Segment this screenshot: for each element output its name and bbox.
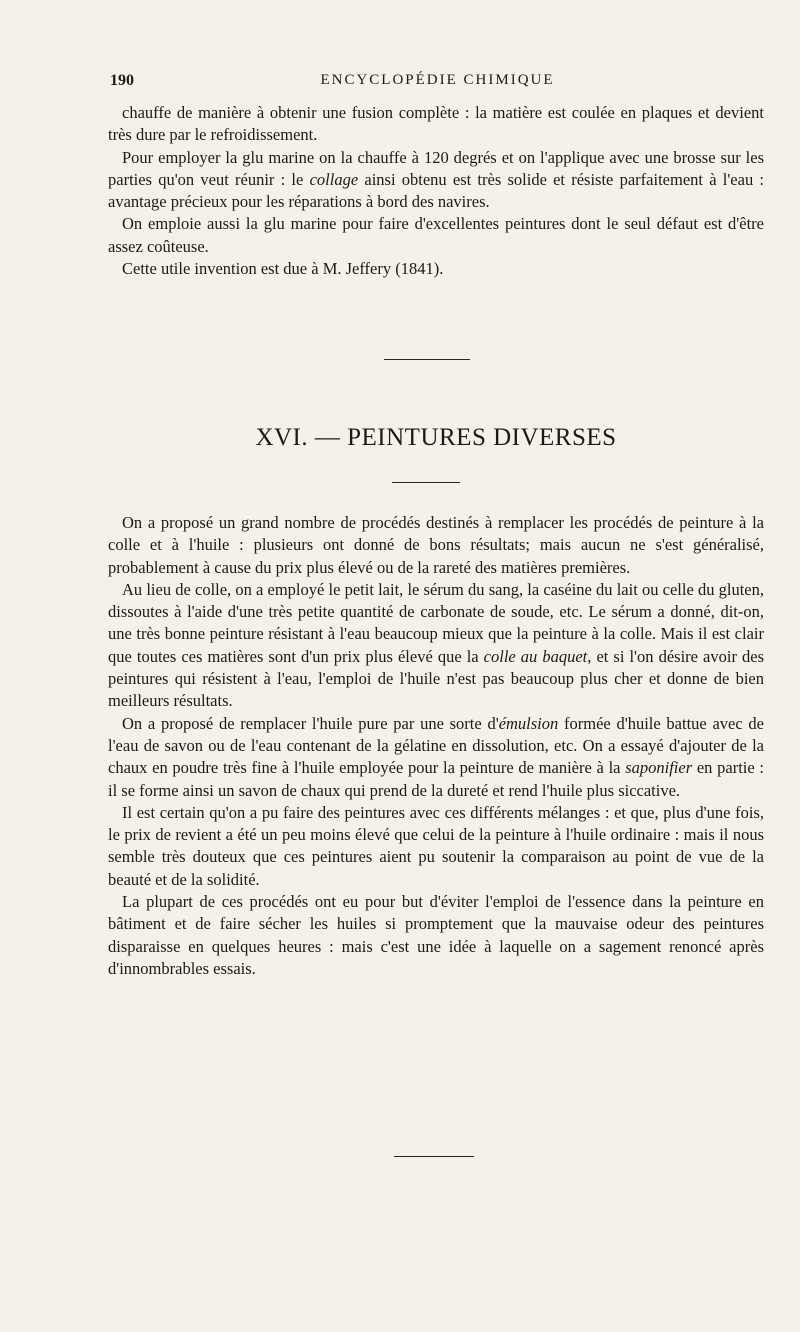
divider-rule [392,482,460,483]
italic-term: colle au baquet [483,646,588,666]
running-title: ENCYCLOPÉDIE CHIMIQUE [320,72,555,88]
paragraph: On a proposé un grand nombre de procédés destinés à remplacer les procédés de peinture à la colle et à l'huile : plusieurs ont donné de bons résultats; mais aucun ne s'est généralisé, probablement à cause du prix plus élevé ou de la rareté des matières premières. [108,513,764,577]
page-number: 190 [110,72,134,89]
paragraph: On emploie aussi la glu marine pour faire d'excellentes peintures dont le seul défaut est d'être assez coûteuse. [108,214,764,256]
paragraph: Pour employer la glu marine on la chauffe à 120 degrés et on l'applique avec une brosse sur les parties qu'on veut réunir : le collage ainsi obtenu est très solide et résiste parfaitement à l'eau : avantage précieux pour les réparations à bord des navires. [108,147,764,212]
paragraph: La plupart de ces procédés ont eu pour but d'éviter l'emploi de l'essence dans la peinture en bâtiment et de faire sécher les huiles si promptement que la mauvaise odeur des peintures disparaisse en quelques heures : mais c'est une idée à laquelle on a sagement renoncé après d'innombrables essais. [108,892,764,978]
paragraph: Au lieu de colle, on a employé le petit lait, le sérum du sang, la caséine du lait ou celle du gluten, dissoutes à l'aide d'une très petite quantité de carbonate de soude, etc. Le sérum a donné, dit-on, une très bonne peinture résistant à l'eau beaucoup mieux que la peinture à la colle. Mais il est clair que toutes ces matières sont d'un prix plus élevé que la colle au baquet, et si l'on désire avoir des peintures qui résistent à l'eau, l'emploi de l'huile n'est pas beaucoup plus cher et donne de bien meilleurs résultats. [108,579,764,711]
paragraph: chauffe de manière à obtenir une fusion complète : la matière est coulée en plaques et devient très dure par le refroidissement. [108,103,764,145]
italic-term: collage [309,169,359,189]
italic-term: émulsion [498,713,559,733]
italic-term: saponifier [625,758,693,778]
divider-rule [394,1156,474,1157]
paragraph: On a proposé de remplacer l'huile pure par une sorte d'émulsion formée d'huile battue avec de l'eau de savon ou de l'eau contenant de la gélatine en dissolution, etc. On a essayé d'ajouter de la chaux en poudre très fine à l'huile employée pour la peinture de manière à la saponifier en partie : il se forme ainsi un savon de chaux qui prend de la dureté et rend l'huile plus siccative. [108,713,765,800]
divider-rule [384,359,470,360]
page-header [110,72,765,96]
intro-text [108,102,764,280]
paragraph: Cette utile invention est due à M. Jeffery (1841). [122,259,444,279]
paragraph: Il est certain qu'on a pu faire des peintures avec ces différents mélanges : et que, plus d'une fois, le prix de revient a été un peu moins élevé que celui de la peinture à l'huile ordinaire : mais il nous semble très douteux que ces peintures aient pu soutenir la comparaison au point de vue de la beauté et de la solidité. [108,802,764,889]
section-title: XVI. — PEINTURES DIVERSES [255,424,617,451]
section-text [108,512,764,980]
